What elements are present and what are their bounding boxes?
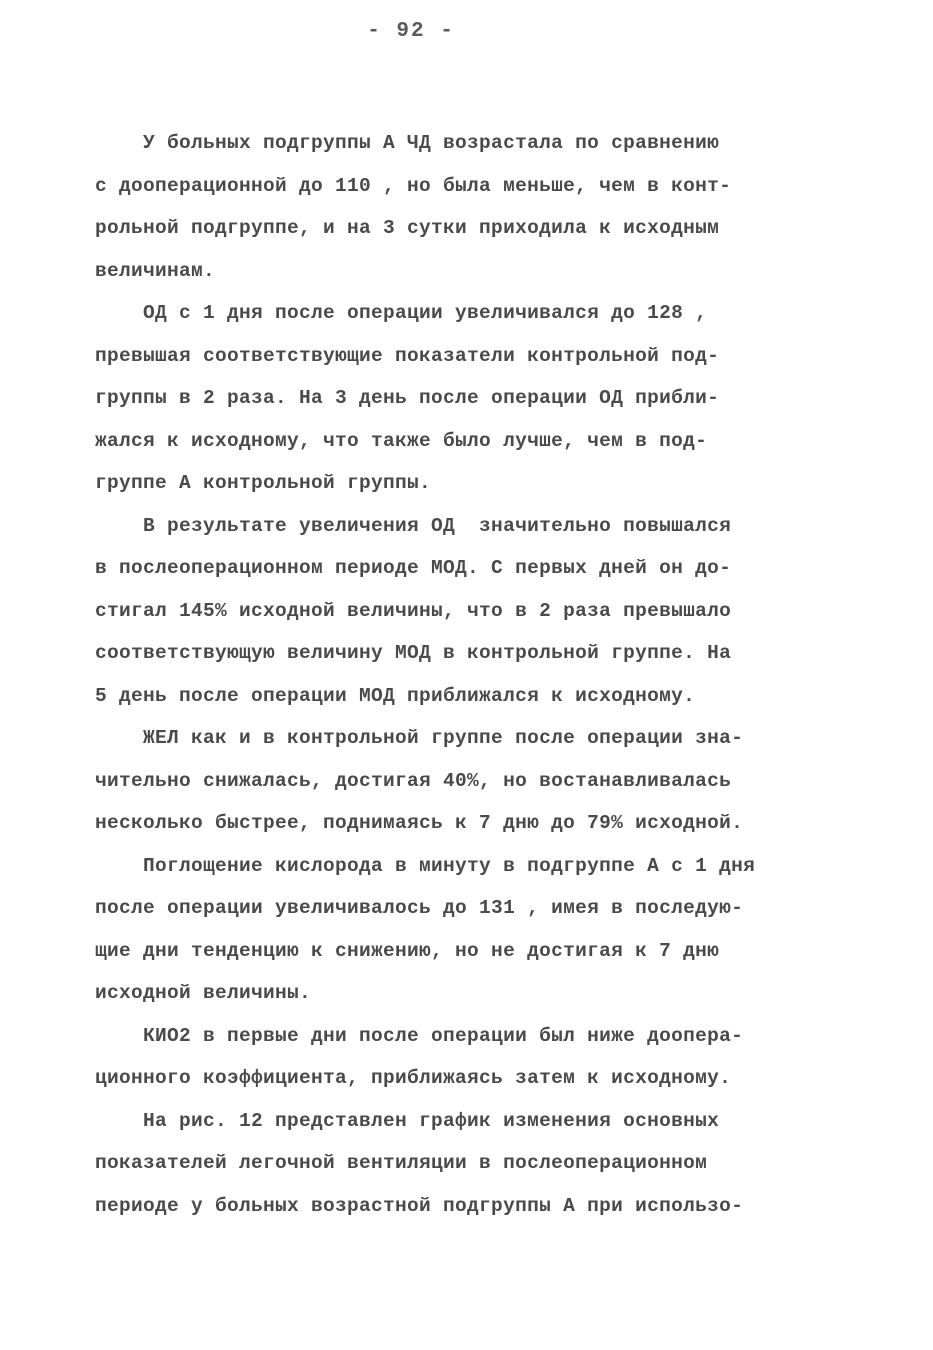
text-line: ционного коэффициента, приближаясь затем к исходному. [95,1067,732,1089]
text-line: В результате увеличения ОД значительно повышался [95,514,732,537]
text-line: У больных подгруппы А ЧД возрастала по сравнению [95,132,720,154]
text-line: несколько быстрее, поднимаясь к 7 дню до 79% исходной. [95,812,744,834]
text-line: чительно снижалась, достигая 40%, но востанавливалась [95,769,732,792]
text-line: щие дни тенденцию к снижению, но не достигая к 7 дню [95,939,720,962]
text-line: рольной подгруппе, и на 3 сутки приходила к исходным [95,217,720,239]
text-line: превышая соответствующие показатели контрольной под- [95,344,720,367]
text-line: показателей легочной вентиляции в послеоперационном [95,1152,708,1174]
text-line: в послеоперационном периоде МОД. С первых дней он до- [95,557,732,579]
page-number: - 92 - [367,20,455,43]
text-line: после операции увеличивалось до 131 , имея в последую- [95,897,744,919]
text-line: КИО2 в первые дни после операции был ниже доопера- [95,1024,744,1047]
text-line: 5 день после операции МОД приближался к исходному. [95,684,696,707]
text-line: Поглощение кислорода в минуту в подгруппе А с 1 дня [95,854,756,877]
text-line: с дооперационной до 110 , но была меньше, чем в конт- [95,174,732,197]
text-line: ОД с 1 дня после операции увеличивался до 128 , [95,302,708,324]
body-text [95,122,855,1227]
text-line: жался к исходному, что также было лучше, чем в под- [95,429,708,452]
text-line: периоде у больных возрастной подгруппы А при использо- [95,1194,744,1217]
text-line: На рис. 12 представлен график изменения основных [95,1109,720,1132]
text-line: стигал 145% исходной величины, что в 2 раза превышало [95,599,732,622]
text-line: ЖЕЛ как и в контрольной группе после операции зна- [95,727,744,749]
text-line: величинам. [95,259,216,282]
text-line: исходной величины. [95,982,312,1004]
text-line: соответствующую величину МОД в контрольной группе. На [95,642,732,664]
text-line: группы в 2 раза. На 3 день после операции ОД прибли- [95,387,720,409]
text-line: группе А контрольной группы. [95,472,432,494]
